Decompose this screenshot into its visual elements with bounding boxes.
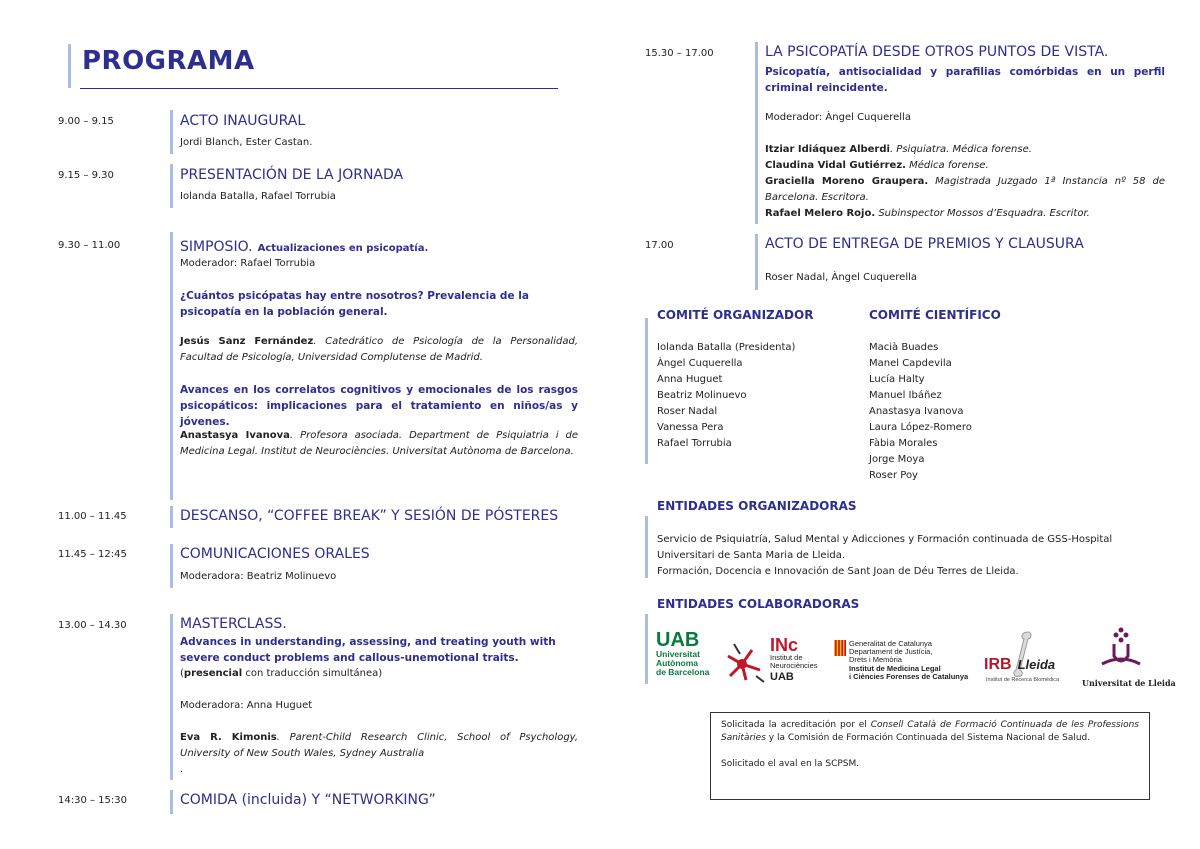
- panel-desc: . Psiquiatra. Médica forense.: [889, 144, 1032, 155]
- time-slot: 11.45 – 12:45: [58, 549, 127, 560]
- gencat-line: Institut de Medicina Legal: [849, 663, 941, 673]
- mode-rest: con traducción simultánea): [242, 668, 383, 679]
- simposio-heading-line: [180, 236, 580, 257]
- committee-org-list: [657, 340, 795, 452]
- mode-bold: presencial: [183, 668, 243, 679]
- udl-logo-text: Universitat de Lleida: [1082, 678, 1176, 688]
- accreditation-p2: Solicitado el aval en la SCPSM.: [721, 759, 860, 769]
- topic-title: ¿Cuántos psicópatas hay entre nosotros? Prevalencia de la psicopatía en la población general.: [180, 290, 529, 318]
- accreditation-text: Solicitada la acreditación por el: [721, 720, 871, 730]
- list-item: Laura López-Romero: [869, 422, 972, 433]
- inc-logo-line: Institut de: [770, 653, 803, 662]
- session-mode: [180, 666, 382, 682]
- speaker-entry: [180, 334, 578, 366]
- gencat-logo: [849, 640, 968, 681]
- gencat-line: Generalitat de Catalunya: [849, 639, 932, 648]
- gencat-line: i Ciències Forenses de Catalunya: [849, 671, 969, 681]
- moderator: Moderador: Àngel Cuquerella: [765, 112, 911, 123]
- panel-name: Itziar Idiáquez Alberdi: [765, 144, 890, 155]
- accreditation-box: [710, 712, 1150, 800]
- list-item: Iolanda Batalla (Presidenta): [657, 342, 796, 353]
- speaker-entry: [180, 730, 578, 762]
- section-bar: [170, 544, 173, 588]
- moderator: Moderadora: Beatriz Molinuevo: [180, 571, 337, 582]
- inc-logo-big: INc: [770, 635, 799, 655]
- panel-name: Graciella Moreno Graupera.: [765, 176, 929, 187]
- time-slot: 11.00 – 11.45: [58, 511, 127, 522]
- speaker-entry: [180, 428, 578, 460]
- session-heading: ACTO DE ENTREGA DE PREMIOS Y CLAUSURA: [765, 236, 1084, 252]
- uab-logo: [656, 630, 709, 677]
- committee-sci-title: COMITÉ CIENTÍFICO: [869, 308, 1001, 322]
- accreditation-p1: [721, 719, 1139, 745]
- list-item: Vanessa Pera: [657, 422, 724, 433]
- speaker-affiliation: . Parent-Child Research Clinic, School of Psychology, University of New South Wales, Sydney Australia: [180, 732, 578, 759]
- inc-logo: [770, 636, 818, 684]
- speaker-affiliation: . Profesora asociada. Department de Psiquiatria i de Medicina Legal. Institut de Neurociències. Universitat Autònoma de Barcelona.: [180, 430, 578, 457]
- entidad-line: Servicio de Psiquiatría, Salud Mental y Adicciones y Formación continuada de GSS-Hospital Universitari de Santa Maria de Lleida.: [657, 534, 1113, 561]
- list-item: Macià Buades: [869, 342, 939, 353]
- trailing-dot: .: [180, 764, 184, 775]
- entidad-line: Formación, Docencia e Innovación de Sant Joan de Déu Terres de Lleida.: [657, 566, 1019, 577]
- section-bar: [170, 110, 173, 154]
- list-item: Àngel Cuquerella: [657, 358, 743, 369]
- list-item: Anna Huguet: [657, 374, 723, 385]
- accreditation-text: y la Comisión de Formación Continuada del Sistema Nacional de Salud.: [765, 733, 1091, 743]
- session-speakers: Iolanda Batalla, Rafael Torrubia: [180, 191, 336, 202]
- session-heading: PRESENTACIÓN DE LA JORNADA: [180, 167, 404, 183]
- senyera-icon: [834, 640, 846, 656]
- session-heading: MASTERCLASS.: [180, 616, 287, 632]
- section-bar: [170, 232, 173, 500]
- panel-desc: Médica forense.: [905, 160, 989, 171]
- section-bar: [645, 318, 648, 464]
- entidades-org-title: ENTIDADES ORGANIZADORAS: [657, 499, 857, 513]
- session-heading: ACTO INAUGURAL: [180, 113, 306, 129]
- speaker-name: Anastasya Ivanova: [180, 430, 290, 441]
- time-slot: 14:30 – 15:30: [58, 795, 127, 806]
- irb-logo-lleida: Lleida: [1017, 657, 1056, 672]
- inc-logo-uab: UAB: [770, 671, 794, 683]
- list-item: Anastasya Ivanova: [869, 406, 964, 417]
- inc-logo-line: Neurociències: [770, 661, 818, 670]
- session-speakers: Jordi Blanch, Ester Castan.: [180, 137, 313, 148]
- entidades-org-text: [657, 532, 1147, 580]
- uab-logo-line: Autònoma: [656, 658, 699, 668]
- panel-member: [765, 174, 1165, 206]
- irb-logo-big: IRB: [984, 656, 1012, 673]
- inc-neuron-icon: [722, 636, 768, 686]
- irb-logo-sub: Institut de Recerca Biomèdica: [986, 677, 1060, 683]
- uab-logo-line: de Barcelona: [656, 667, 710, 677]
- section-bar: [170, 790, 173, 814]
- panel-name: Rafael Melero Rojo.: [765, 208, 876, 219]
- panel-desc: Magistrada Juzgado 1ª Instancia nº 58 de Barcelona. Escritora.: [765, 176, 1166, 203]
- topic-title: Avances en los correlatos cognitivos y emocionales de los rasgos psicopáticos: implicaciones para el tratamiento en niños/as y jóvenes.: [180, 384, 578, 428]
- panel-name: Claudina Vidal Gutiérrez.: [765, 160, 906, 171]
- session-heading: SIMPOSIO.: [180, 239, 253, 255]
- session-speakers: Roser Nadal, Àngel Cuquerella: [765, 272, 918, 283]
- time-slot: 13.00 – 14.30: [58, 620, 127, 631]
- committee-org-title: COMITÉ ORGANIZADOR: [657, 308, 814, 322]
- list-item: Beatriz Molinuevo: [657, 390, 747, 401]
- list-item: Roser Poy: [869, 470, 918, 481]
- mode-open: (: [180, 668, 184, 679]
- committee-sci-list: [869, 340, 972, 484]
- section-bar: [755, 42, 758, 224]
- panel-desc: Subinspector Mossos d’Esquadra. Escritor.: [875, 208, 1090, 219]
- session-heading: DESCANSO, “COFFEE BREAK” Y SESIÓN DE PÓSTERES: [180, 508, 559, 524]
- time-slot: 9.00 – 9.15: [58, 116, 114, 127]
- list-item: Lucía Halty: [869, 374, 925, 385]
- list-item: Jorge Moya: [869, 454, 925, 465]
- session-heading: COMIDA (incluida) Y “NETWORKING”: [180, 792, 436, 808]
- accreditation-italic: Consell Català de Formació Continuada de les Professions Sanitàries: [721, 720, 1139, 743]
- speaker-name: Eva R. Kimonis: [180, 732, 277, 743]
- uab-logo-line: Universitat: [656, 649, 700, 659]
- topic-title: Psicopatía, antisocialidad y parafilias comórbidas en un perfil criminal reincidente.: [765, 66, 1165, 94]
- title-underline: [80, 88, 558, 89]
- topic-title: Advances in understanding, assessing, and treating youth with severe conduct problems and callous-unemotional traits.: [180, 636, 556, 664]
- page-title: PROGRAMA: [82, 46, 255, 76]
- title-bar: [68, 44, 71, 88]
- section-bar: [755, 234, 758, 290]
- time-slot: 9.15 – 9.30: [58, 170, 114, 181]
- section-bar: [645, 516, 648, 578]
- udl-emblem-icon: [1098, 626, 1144, 676]
- list-item: Fàbia Morales: [869, 438, 938, 449]
- list-item: Rafael Torrubia: [657, 438, 732, 449]
- irb-logo: [984, 656, 1055, 674]
- session-subheading: Actualizaciones en psicopatía.: [257, 243, 429, 254]
- section-bar: [170, 164, 173, 208]
- list-item: Roser Nadal: [657, 406, 718, 417]
- section-bar: [170, 614, 173, 780]
- panel-member: [765, 206, 1165, 222]
- list-item: Manel Capdevila: [869, 358, 952, 369]
- uab-logo-big: UAB: [656, 629, 700, 651]
- section-bar: [170, 506, 173, 528]
- gencat-line: Departament de Justícia,: [849, 647, 933, 657]
- session-heading: COMUNICACIONES ORALES: [180, 546, 370, 562]
- moderator: Moderador: Rafael Torrubia: [180, 258, 316, 269]
- panel-list: [765, 142, 1165, 222]
- entidades-col-title: ENTIDADES COLABORADORAS: [657, 597, 860, 611]
- speaker-name: Jesús Sanz Fernández: [180, 336, 314, 347]
- speaker-affiliation: . Catedrático de Psicología de la Personalidad, Facultad de Psicología, Universidad Complutense de Madrid.: [180, 336, 578, 363]
- time-slot: 9.30 – 11.00: [58, 240, 121, 251]
- gencat-line: Drets i Memòria: [849, 655, 902, 665]
- session-heading: LA PSICOPATÍA DESDE OTROS PUNTOS DE VISTA.: [765, 44, 1109, 60]
- list-item: Manuel Ibáñez: [869, 390, 942, 401]
- time-slot: 15.30 – 17.00: [645, 48, 714, 59]
- moderator: Moderadora: Anna Huguet: [180, 700, 313, 711]
- time-slot: 17.00: [645, 240, 674, 251]
- panel-member: [765, 158, 1165, 174]
- panel-member: [765, 142, 1165, 158]
- section-bar: [645, 614, 648, 684]
